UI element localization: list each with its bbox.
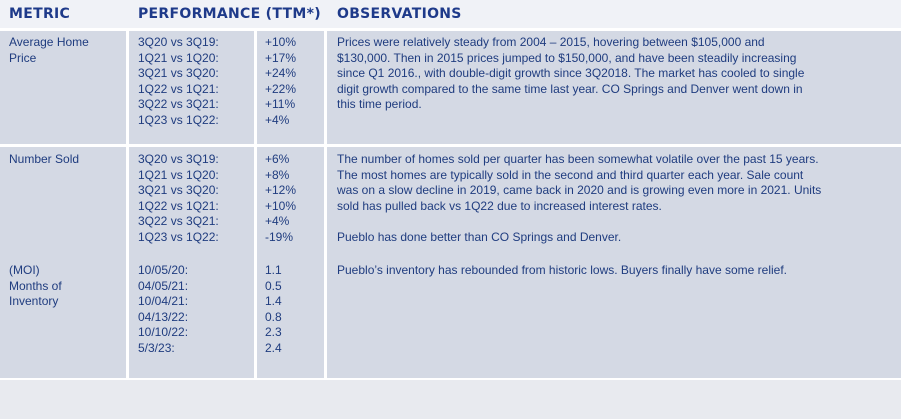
value-list: 1.1 0.5 1.4 0.8 2.3 2.4 xyxy=(265,263,282,355)
table-footer-strip xyxy=(0,380,901,419)
period-list: 3Q20 vs 3Q19: 1Q21 vs 1Q20: 3Q21 vs 3Q20: 1Q22 vs 1Q21: 3Q22 vs 3Q21: 1Q23 vs 1Q22: xyxy=(138,152,219,244)
table-row xyxy=(0,147,901,260)
metric-label: Number Sold xyxy=(9,152,80,166)
value-list: +10% +17% +24% +22% +11% +4% xyxy=(265,35,297,127)
observation-text: The number of homes sold per quarter has been somewhat volatile over the past 15 years. The most homes are typically sold in the second and third quarter each year. Sale count was on a slow decline in 2019, came back in 2020 and is growing even more in 2021. Units sold has pulled back vs 1Q22 due to increased interest rates. Pueblo has done better than CO Springs and Denver. xyxy=(337,152,822,244)
header-observations: OBSERVATIONS xyxy=(337,6,462,22)
table-row xyxy=(0,258,901,378)
observation-text: Prices were relatively steady from 2004 – 2015, hovering between $105,000 and $130,000. Then in 2015 prices jumped to $150,000, and have been steadily increasing since Q1 2016., with double-digit growth since 3Q2018. The market has cooled to single digit growth compared to the same time last year. CO Springs and Denver went down in this time period. xyxy=(337,35,805,111)
period-list: 10/05/20: 04/05/21: 10/04/21: 04/13/22: 10/10/22: 5/3/23: xyxy=(138,263,189,355)
header-metric: METRIC xyxy=(9,6,71,22)
table-row xyxy=(0,31,901,144)
metric-label: Average Home Price xyxy=(9,35,89,65)
period-list: 3Q20 vs 3Q19: 1Q21 vs 1Q20: 3Q21 vs 3Q20: 1Q22 vs 1Q21: 3Q22 vs 3Q21: 1Q23 vs 1Q22: xyxy=(138,35,219,127)
table-header xyxy=(0,0,901,28)
observation-text: Pueblo’s inventory has rebounded from historic lows. Buyers finally have some relief. xyxy=(337,263,787,277)
metric-label: (MOI) Months of Inventory xyxy=(9,263,62,308)
header-performance: PERFORMANCE (TTM*) xyxy=(138,6,321,22)
value-list: +6% +8% +12% +10% +4% -19% xyxy=(265,152,297,244)
